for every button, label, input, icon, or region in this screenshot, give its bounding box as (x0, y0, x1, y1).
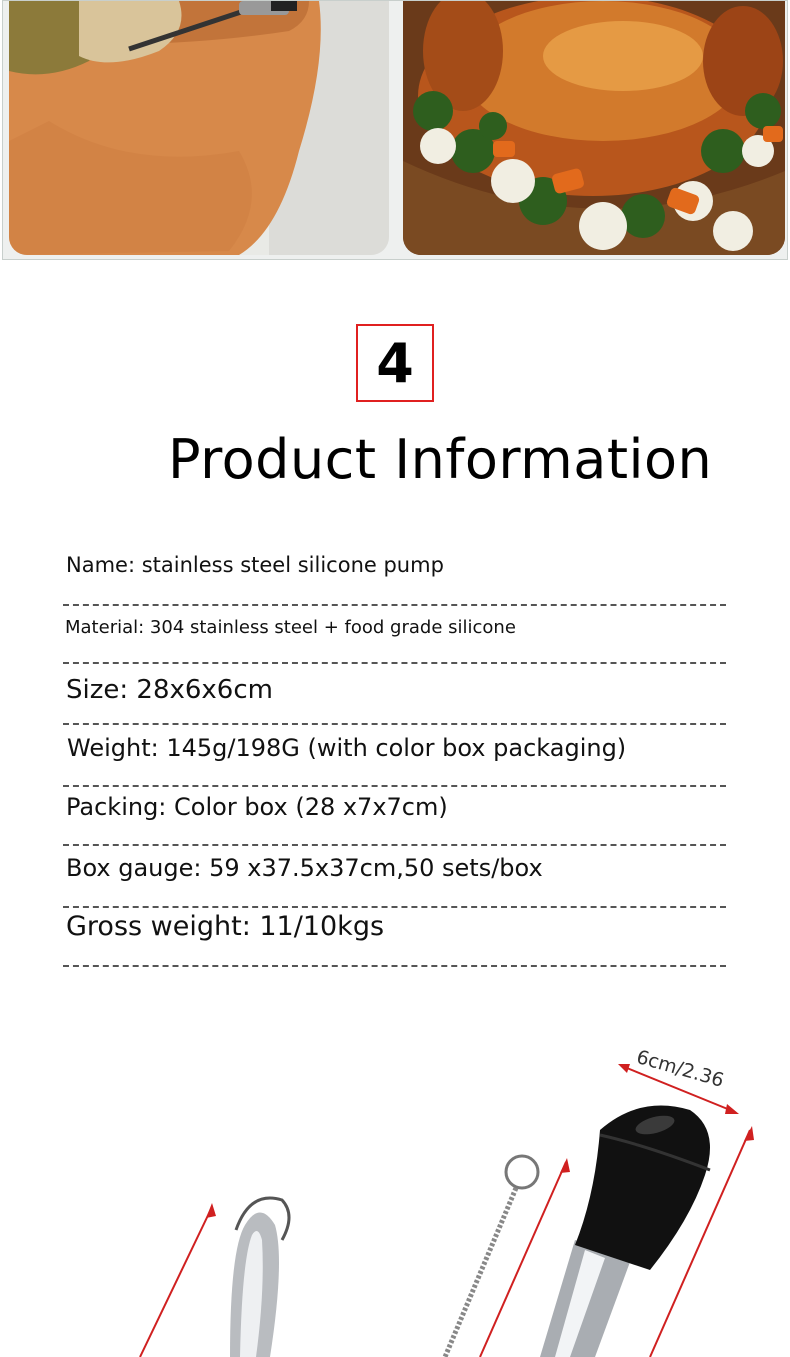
turkey-in-clay-pot-photo (9, 1, 389, 255)
spec-row-material (63, 606, 726, 664)
spec-text: Gross weight: 11/10kgs (66, 911, 385, 942)
spec-row-gross-weight (63, 908, 726, 967)
top-photo-strip (2, 0, 788, 260)
spec-text: Size: 28x6x6cm (66, 675, 273, 705)
spec-row-weight (63, 725, 726, 787)
section-number-badge: 4 (356, 324, 434, 402)
section-title: Product Information (168, 428, 713, 491)
roast-turkey-with-vegetables-photo (403, 1, 785, 255)
spec-row-box-gauge (63, 846, 726, 908)
spec-text: Material: 304 stainless steel + food grade silicone (65, 617, 516, 638)
spec-text: Weight: 145g/198G (with color box packaging) (67, 734, 627, 762)
spec-row-name (63, 540, 726, 606)
spec-row-packing (63, 787, 726, 846)
bulb-width-label: 6cm/2.36 (633, 1046, 727, 1092)
spec-text: Packing: Color box (28 x7x7cm) (66, 793, 448, 821)
spec-text: Box gauge: 59 x37.5x37cm,50 sets/box (66, 854, 543, 882)
spec-row-size (63, 664, 726, 725)
spec-text: Name: stainless steel silicone pump (66, 553, 444, 577)
baster-product-photo (0, 1030, 790, 1357)
